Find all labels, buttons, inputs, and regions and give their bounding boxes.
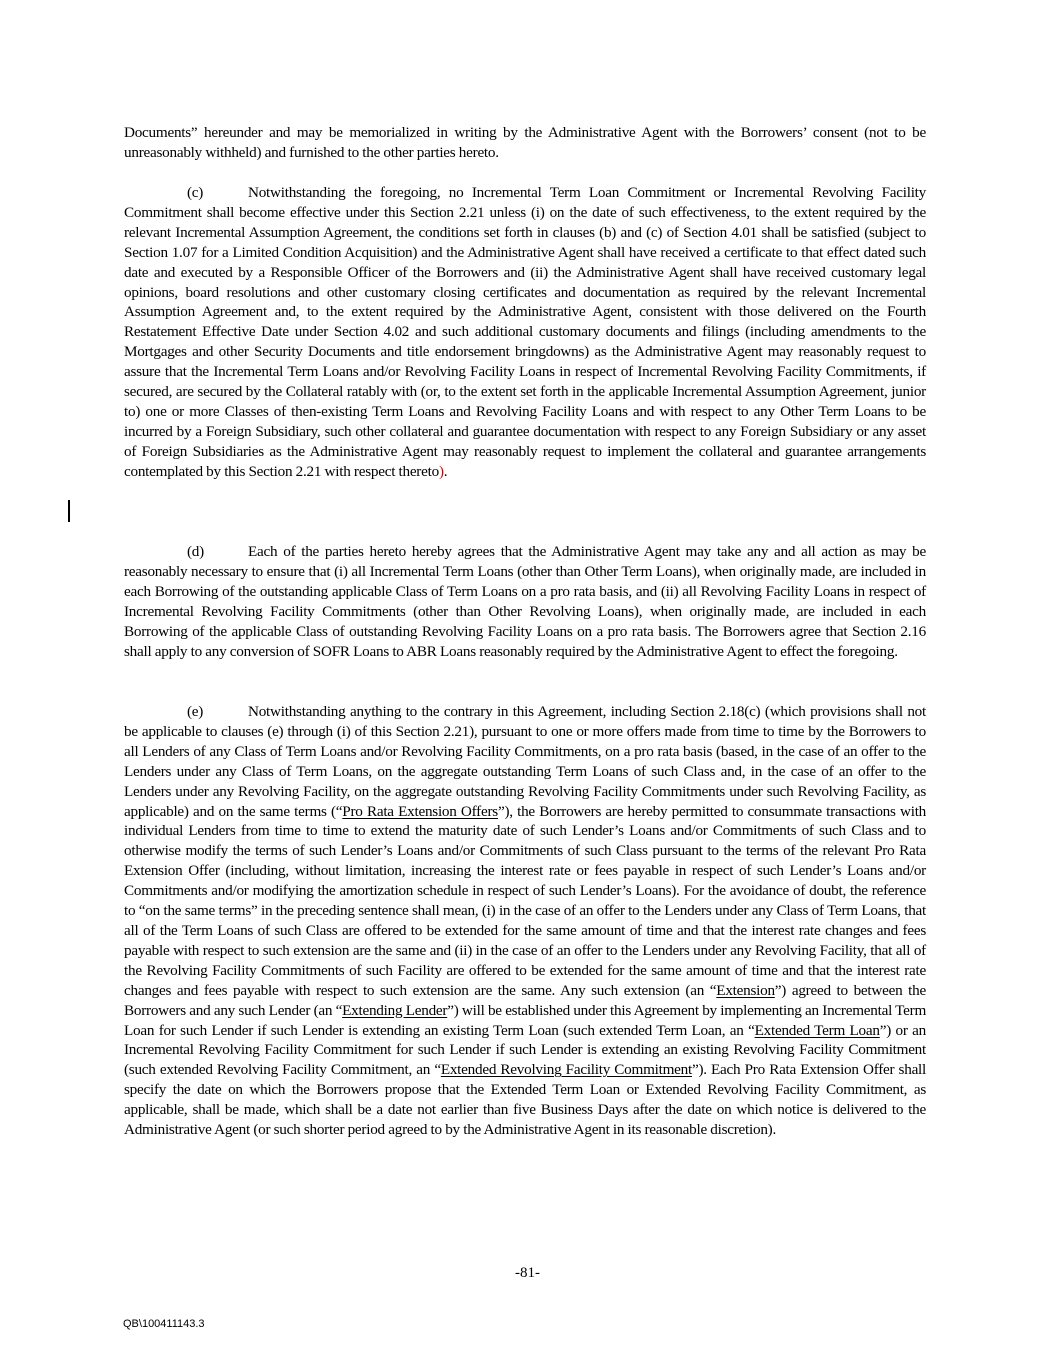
section-e-text-4: ”) will be established under this Agreement by implementing an Incremental Term Loan for such Lender if such Lender is extending an existing Term Loan (such extended Term Loan, an “ (124, 1001, 927, 1039)
section-e-text-3: ”) agreed to between the Borrowers and any such Lender (an “ (124, 981, 926, 1019)
section-e-text-1: Notwithstanding anything to the contrary in this Agreement, including Section 2.18(c) (which provisions shall not be applicable to clauses (e) through (i) of this Section 2.21), pursuant to one or more offers made from time to time by the Borrowers to all Lenders of any Class of Term Loans and/or Revolving Facility Commitments, on a pro rata basis (based, in the case of an offer to the Lenders under any Class of Term Loans, on the aggregate outstanding Term Loans of such Class and, in the case of an offer to the Lenders under any Revolving Facility, on the aggregate outstanding Revolving Facility Commitments under such Revolving Facility, as applicable) and on the same terms (“ (124, 703, 926, 820)
section-d-label: (d) (187, 543, 204, 560)
section-e-paragraph (124, 702, 926, 1140)
section-e-text-2: ”), the Borrowers are hereby permitted to consummate transactions with individual Lenders from time to time to extend the maturity date of such Lender’s Loans and/or Commitments of such Class and to otherwise modify the terms of such Lender’s Loans and/or Commitments of such Class pursuant to the terms of the relevant Pro Rata Extension Offer (including, without limitation, increasing the interest rate or fees payable in respect of such Lender’s Loans and/or Commitments and/or modifying the amortization schedule in respect of such Lender’s Loans). For the avoidance of doubt, the reference to “on the same terms” in the preceding sentence shall mean, (i) in the case of an offer to the Lenders under any Class of Term Loans, that all of the Term Loans of such Class are offered to be extended for the same amount of time and that the interest rate changes and fees payable with respect to such extension are the same and (ii) in the case of an offer to the Lenders under any Revolving Facility, that all of the Revolving Facility Commitments of such Facility are offered to be extended for the same amount of time and that the interest rate changes and fees payable with respect to such extension are the same. Any such extension (an “ (124, 802, 927, 999)
section-d-text: Each of the parties hereto hereby agrees that the Administrative Agent may take any and all action as may be reasonably necessary to ensure that (i) all Incremental Term Loans (other than Other Term Loans), when originally made, are included in each Borrowing of the outstanding applicable Class of Term Loans on a pro rata basis, and (ii) all Revolving Facility Loans in respect of Incremental Revolving Facility Commitments (other than Other Revolving Loans), when originally made, are included in each Borrowing of the applicable Class of outstanding Revolving Facility Loans on a pro rata basis. The Borrowers agree that Section 2.16 shall apply to any conversion of SOFR Loans to ABR Loans reasonably required by the Administrative Agent to effect the foregoing. (124, 543, 926, 660)
inserted-parenthesis: ) (438, 462, 444, 480)
document-id-footer: QB\100411143.3 (123, 1318, 205, 1330)
defined-term-pro-rata-extension-offers: Pro Rata Extension Offers (342, 802, 498, 820)
section-c-block (124, 183, 926, 482)
section-c-paragraph (124, 183, 926, 482)
defined-term-extension: Extension (716, 981, 775, 999)
section-e-text-5: ”) or an Incremental Revolving Facility Commitment for such Lender if such Lender is extending an existing Revolving Facility Commitment (such extended Revolving Facility Commitment, an “ (124, 1021, 926, 1079)
section-e-label: (e) (187, 703, 204, 720)
intro-paragraph-block (124, 123, 926, 163)
section-e-block (124, 702, 926, 1140)
section-c-end: . (443, 462, 448, 480)
intro-paragraph: Documents” hereunder and may be memorialized in writing by the Administrative Agent with the Borrowers’ consent (not to be unreasonably withheld) and furnished to the other parties hereto. (124, 124, 926, 161)
defined-term-extended-revolving-facility-commitment: Extended Revolving Facility Commitment (440, 1061, 692, 1079)
section-c-text: Notwithstanding the foregoing, no Incremental Term Loan Commitment or Incremental Revolving Facility Commitment shall become effective under this Section 2.21 unless (i) on the date of such effectiveness, to the extent required by the relevant Incremental Assumption Agreement, the conditions set forth in clauses (b) and (c) of Section 4.01 shall be satisfied (subject to Section 1.07 for a Limited Condition Acquisition) and the Administrative Agent shall have received a certificate to that effect dated such date and executed by a Responsible Officer of the Borrowers and (ii) the Administrative Agent shall have received customary legal opinions, board resolutions and other customary closing certificates and documentation as required by the relevant Incremental Assumption Agreement and, to the extent required by the Administrative Agent, consistent with those delivered on the Fourth Restatement Effective Date under Section 4.02 and such additional customary documents and filings (including amendments to the Mortgages and other Security Documents and title endorsement bringdowns) as the Administrative Agent may reasonably request to assure that the Incremental Term Loans and/or Revolving Facility Loans in respect of Incremental Revolving Facility Commitments, if secured, are secured by the Collateral ratably with (or, to the extent set forth in the applicable Incremental Assumption Agreement, junior to) one or more Classes of then-existing Term Loans and Revolving Facility Loans and with respect to any Other Term Loans to be incurred by a Foreign Subsidiary, such other collateral and guarantee documentation with respect to any Foreign Subsidiary or any asset of Foreign Subsidiaries as the Administrative Agent may reasonably request to implement the collateral and guarantee arrangements contemplated by this Section 2.21 with respect thereto (124, 184, 926, 480)
section-c-label: (c) (187, 184, 204, 201)
section-d-paragraph (124, 542, 926, 661)
section-e-text-6: ”). Each Pro Rata Extension Offer shall specify the date on which the Borrowers propose that the Extended Term Loan or Extended Revolving Facility Commitment, as applicable, shall be made, which shall be a date not earlier than five Business Days after the date on which notice is delivered to the Administrative Agent (or such shorter period agreed to by the Administrative Agent in its reasonable discretion). (124, 1061, 926, 1139)
page-number: -81- (515, 1265, 540, 1281)
defined-term-extended-term-loan: Extended Term Loan (754, 1021, 880, 1039)
revision-change-bar (68, 500, 70, 522)
defined-term-extending-lender: Extending Lender (342, 1001, 448, 1019)
section-d-block (124, 542, 926, 661)
